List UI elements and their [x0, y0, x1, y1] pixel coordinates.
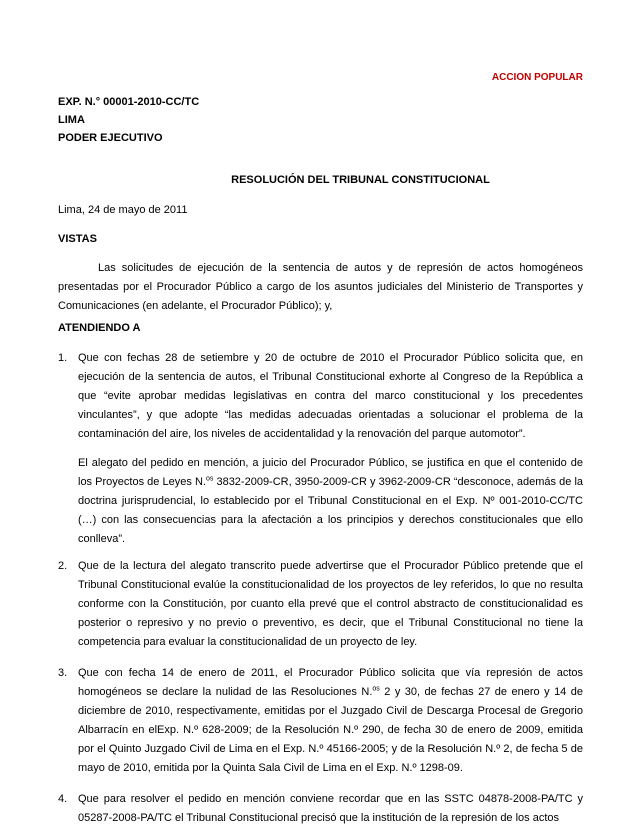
list-item: [58, 349, 583, 549]
type-label: ACCION POPULAR: [491, 72, 583, 83]
item-number: 4.: [58, 793, 68, 805]
item-number: 3.: [58, 667, 68, 679]
item-superscript: os: [205, 475, 214, 483]
item-number: 1.: [58, 352, 68, 364]
considerations-list: [58, 349, 583, 828]
item-paragraph: [78, 454, 583, 549]
item-paragraph: Que con fechas 28 de setiembre y 20 de octubre de 2010 el Procurador Público solicita que, en ejecución de la sentencia de autos, el Tribunal Constitucional exhorte al Congreso de la República a que “evite aprobar medidas legislativas en contra del marco constitucional y los precedentes vinculantes”, y que adopte “las medidas adecuadas orientadas a solucionar el problema de la contaminación del aire, los niveles de accidentalidad y la renovación del parque automotor”.: [78, 352, 583, 440]
item-number: 2.: [58, 560, 68, 572]
document-title: RESOLUCIÓN DEL TRIBUNAL CONSTITUCIONAL: [231, 174, 490, 186]
vistas-text: Las solicitudes de ejecución de la sentencia de autos y de represión de actos homogéneos presentadas por el Procurador Público a cargo de los asuntos judiciales del Ministerio de Transportes y Comunicaciones (en adelante, el Procurador Público); y,: [58, 262, 583, 312]
case-party: PODER EJECUTIVO: [58, 132, 163, 144]
item-text: El alegato del pedido en mención, a juicio del Procurador Público, se justifica en que el contenido de los Proyectos de Leyes N.: [78, 457, 583, 488]
list-item: [58, 557, 583, 652]
item-superscript: os: [372, 685, 380, 693]
case-number: EXP. N.° 00001-2010-CC/TC: [58, 96, 200, 108]
date-line: Lima, 24 de mayo de 2011: [58, 204, 188, 216]
atendiendo-heading: ATENDIENDO A: [58, 322, 141, 334]
item-paragraph: [78, 664, 583, 778]
item-text: Que con fecha 14 de enero de 2011, el Procurador Público solicita que vía represión de actos homogéneos se declare la nulidad de las Resoluciones N.: [78, 667, 583, 698]
item-text: 3832-2009-CR, 3950-2009-CR y 3962-2009-CR “desconoce, además de la doctrina jurisprudencial, lo establecido por el Tribunal Constitucional en el Exp. Nº 001-2010-CC/TC (…) con las consecuencias para la afectación a los principios y derechos constitucionales que ello conlleva”.: [78, 476, 583, 545]
item-paragraph: Que para resolver el pedido en mención conviene recordar que en las SSTC 04878-2008-PA/TC y 05287-2008-PA/TC el Tribunal Constitucional precisó que la institución de la represión de los actos: [78, 793, 583, 824]
list-item: [58, 664, 583, 778]
case-city: LIMA: [58, 114, 85, 126]
item-paragraph: Que de la lectura del alegato transcrito puede advertirse que el Procurador Público pretende que el Tribunal Constitucional evalúe la constitucionalidad de los proyectos de ley referidos, lo que no resulta conforme con la Constitución, por cuanto ella prevé que el control abstracto de constitucionalidad es posterior o represivo y no previo o preventivo, es decir, que el Tribunal Constitucional no tiene la competencia para evaluar la constitucionalidad de un proyecto de ley.: [78, 560, 583, 648]
vistas-heading: VISTAS: [58, 233, 97, 245]
list-item: [58, 790, 583, 828]
item-text: 2 y 30, de fechas 27 de enero y 14 de diciembre de 2010, respectivamente, emitidas por el Juzgado Civil de Descarga Procesal de Gregorio Albarracín en elExp. N.º 628-2009; de la Resolución N.º 290, de fecha 30 de enero de 2009, emitida por el Quinto Juzgado Civil de Lima en el Exp. N.º 45166-2005; y de la Resolución N.º 2, de fecha 5 de mayo de 2010, emitida por la Quinta Sala Civil de Lima en el Exp. N.º 1298-09.: [78, 686, 583, 774]
case-header: [58, 93, 199, 147]
